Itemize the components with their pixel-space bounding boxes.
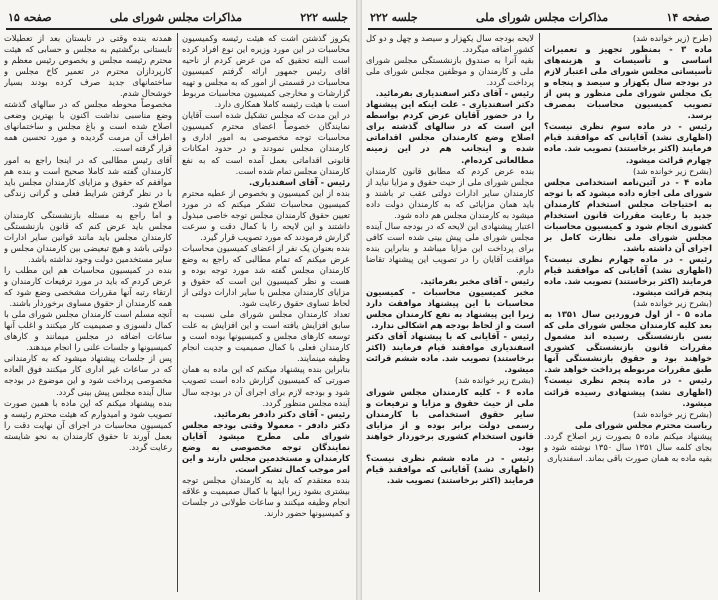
paragraph: ماده ۴ - در آئین‌نامه استخدامی مجلس شورای ملی اجازه داده میشود که با توجه به احتیاجات مجلس استخدام کارمندان جدید با رعایت مقررات قانون استخدام کشوری انجام شود و کمیسیون محاسبات مجلس شورای ملی نظارت کامل بر اجرای آن داشته باشد.	[544, 176, 712, 253]
paragraph: یکروز گذشتن اشت که هیئت رئیسه وکمیسیون محاسبات در این مورد وزیره این نوع افراد کرده است البته تحقیق که من عرض کردم از ناحیه اقای رئیس جمهور ارائه گرفتم کمیسیون محاسبات در قسمتی از امور که به مجلس و تهیه گزارشات و مخارجی کمیسیون محاسبات مربوط است با هیئت رئیسه کاملا همکاری دارد.	[182, 33, 350, 110]
paragraph: بنده عرض کردم که مطابق قانون کارمندان مجلس شورای ملی از حیث حقوق و مزایا نباید از کارمندان سایر ادارات دولتی عقب تر باشند و باید همان مزایائی که به کارمندان دولت داده میشود به کارمندان مجلس هم داده شود.	[366, 165, 534, 220]
left-page-session: جلسه ۲۲۲	[300, 10, 348, 24]
paragraph: در این مدت که مجلس تشکیل شده است آقایان نمایندگان خصوصاً اعضای محترم کمیسیون محاسبات توجه مخصوصی به امور اداری و کارمندان مجلس نمودند و در حدود امکانات قانونی اقداماتی بعمل آمده است که به نفع کارمندان مجلس تمام شده است.	[182, 110, 350, 176]
paragraph: (بشرح زیر خوانده شد)	[633, 298, 712, 309]
paragraph: رئیس - آقایانی که با پیشنهاد آقای دکتر اسفندیاری موافقند قیام فرمایند (اکثر برخاستند) تصویب شد. ماده ششم قرائت میشود.	[366, 331, 534, 375]
right-page-number: صفحه ۱۴	[666, 10, 710, 24]
paragraph: تعداد کارمندان مجلس شورای ملی نسبت به سابق افزایش یافته است و این افزایش به علت توسعه کارهای مجلس و کمیسیونها بوده است و کارمندان فعلی با کمال صمیمیت و جدیت انجام وظیفه مینمایند.	[182, 309, 350, 364]
right-page-left-column	[366, 33, 534, 592]
paragraph: آنچه مسلم است کارمندان مجلس شورای ملی با کمال دلسوزی و صمیمیت کار میکنند و اغلب آنها ساعات اضافه در مجلس میمانند و کارهای کمیسیونها و جلسات علنی را انجام میدهند.	[4, 309, 172, 353]
paragraph: بنابراین بنده پیشنهاد میکنم که این ماده به همان صورتی که کمیسیون گزارش داده است تصویب شود و بودجه لازم برای اجرای آن در بودجه سال آینده مجلس منظور گردد.	[182, 364, 350, 408]
paragraph: رئیس - آقای مخبر بفرمائید.	[420, 276, 534, 287]
left-page	[0, 0, 356, 600]
paragraph: (بشرح زیر خوانده شد)	[633, 165, 712, 176]
paragraph: رئیس - در ماده چهارم نظری نیست؟ (اظهاری نشد) آقایانی که موافقند قیام فرمایند (اکثر برخاستند) تصویب شد. ماده پنجم قرائت میشود.	[544, 253, 712, 298]
paragraph: بنده بعنوان یک نفر از اعضای کمیسیون محاسبات عرض میکنم که تمام مطالبی که راجع به وضع کارمندان مجلس گفته شد مورد توجه بوده و هست و نظر کمیسیون این است که حقوق و مزایای کارمندان مجلس با سایر ادارات دولتی از لحاظ تساوی حقوق رعایت شود.	[182, 242, 350, 309]
paragraph: رئیس - آقای اسفندیاری.	[248, 176, 350, 187]
paragraph: اعتبار پیشنهادی این لایحه که در بودجه سال آینده مجلس شورای ملی پیش بینی شده است کافی برای پرداخت این مزایا میباشد و بنابراین بنده موافقت آقایان را در تصویب این پیشنهاد تقاضا دارم.	[366, 220, 534, 275]
left-page-number: صفحه ۱۵	[8, 10, 52, 24]
paragraph: دکتر اسفندیاری - علت اینکه این پیشنهاد را در حضور آقایان عرض کردم بواسطه این است که در سالهای گذشته برای اصلاح وضع کارمندان مجلس اقداماتی شده و اینجانب هم در این زمینه مطالعاتی کرده‌ام.	[366, 99, 534, 165]
paragraph: رئیس - آقای دکتر دادفر بفرمائید.	[213, 408, 350, 419]
paragraph: (بشرح زیر خوانده شد)	[455, 375, 534, 386]
right-page-header	[368, 6, 712, 30]
right-page-right-column	[544, 33, 712, 592]
paragraph: دکتر دادفر - معمولا وقتی بودجه مجلس شورای ملی مطرح میشود آقایان نمایندگان توجه مخصوصی به وضع کارمندان و مستخدمین مجلس دارند و این امر موجب کمال تشکر است.	[182, 419, 350, 474]
left-page-column-divider	[177, 33, 178, 592]
paragraph: و اما راجع به مسئله بازنشستگی کارمندان مجلس باید عرض کنم که قانون بازنشستگی کارمندان مجلس باید مانند قوانین سایر ادارات دولتی باشد و هیچ تبعیضی بین کارمندان مجلس و سایر مستخدمین دولت وجود نداشته باشد.	[4, 209, 172, 264]
paragraph: پس از جلسات پیشنهاد میشود که به کارمندانی که در ساعات غیر اداری کار میکنند فوق العاده مخصوصی پرداخت شود و این موضوع در بودجه سال آینده مجلس پیش بینی گردد.	[4, 353, 172, 397]
right-page	[362, 0, 718, 600]
left-page-left-column	[4, 33, 172, 592]
paragraph: رئیس - در ماده پنجم نظری نیست؟ (اظهاری نشد) پیشنهادی رسیده قرائت میشود.	[544, 375, 712, 408]
paragraph: آقای رئیس مطالبی که در اینجا راجع به امور کارمندان گفته شد کاملا صحیح است و بنده هم موافقم که حقوق و مزایای کارمندان مجلس باید با در نظر گرفتن شرایط فعلی و گرانی زندگی اصلاح شود.	[4, 154, 172, 209]
right-page-session: جلسه ۲۲۲	[370, 10, 418, 24]
paragraph: بنده از این کمیسیون و بخصوص از عطیه محترم کمیسیون محاسبات تشکر میکنم که در مورد تعیین حقوق کارمندان مجلس توجه خاصی مبذول داشتند و این لایحه را با کمال دقت و سرعت گزارش فرمودند که مورد تصویب قرار گیرد.	[182, 187, 350, 242]
paragraph: رئیس - آقای دکتر اسفندیاری بفرمائید.	[375, 88, 534, 99]
left-page-title: مذاکرات مجلس شورای ملی	[109, 10, 243, 24]
paragraph: ریاست محترم مجلس شورای ملی	[575, 419, 712, 430]
paragraph: ماده ۵ - از اول فروردین سال ۱۳۵۱ به بعد کلیه کارمندان مجلس شورای ملی که بسن بازنشستگی رسیده اند مشمول مقررات قانون بازنشستگی کشوری خواهند بود و حقوق بازنشستگی آنها طبق مقررات مربوطه پرداخت خواهد شد.	[544, 309, 712, 375]
paragraph: رئیس - در ماده ششم نظری نیست؟ (اظهاری نشد) آقایانی که موافقند قیام فرمایند (اکثر برخاستند) تصویب شد.	[366, 452, 534, 485]
paragraph: بنده معتقدم که باید به کارمندان مجلس توجه بیشتری بشود زیرا اینها با کمال صمیمیت و علاقه انجام وظیفه میکنند و ساعات طولانی در جلسات و کمیسیونها حضور دارند.	[182, 474, 350, 519]
paragraph: بنده پیشنهاد میکنم که این ماده با همین صورت تصویب شود و امیدوارم که هیئت محترم رئیسه و کمیسیون محاسبات در اجرای آن نهایت دقت را بعمل آورند تا حقوق کارمندان به نحو شایسته رعایت گردد.	[4, 397, 172, 452]
paragraph: (بشرح زیر خوانده شد)	[633, 408, 712, 419]
paragraph: لایحه بودجه سال یکهزار و سیصد و چهل و دو کل کشور اضافه میگردد.	[366, 33, 534, 55]
paragraph: بنده در کمیسیون محاسبات هم این مطلب را عرض کردم که باید در مورد ترفیعات کارمندان و ارتقاء رتبه آنها مقررات مشخصی وضع شود که همه کارمندان از حقوق مساوی برخوردار باشند.	[4, 264, 172, 309]
paragraph: بقیه آنرا به صندوق بازنشستگی مجلس شورای ملی و کارمندان و موظفین مجلس شورای ملی پرداخت گردد.	[366, 55, 534, 88]
left-page-right-column	[182, 33, 350, 592]
paragraph: پیشنهاد میکنم ماده ۵ بصورت زیر اصلاح گردد. بجای کلمه سال ۱۳۵۱ سال ۱۳۵۰ نوشته شود و بقیه ماده به همان صورت باقی بماند. اسفندیاری	[544, 430, 712, 463]
right-page-title: مذاکرات مجلس شورای ملی	[476, 10, 609, 24]
paragraph: همدنه بنده وقتی در تابستان بعد از تعطیلات تابستانی برگشتیم به مجلس و حسابی که هیئت محترم رئیسه مجلس و بخصوص رئیس معظم و کارپردازان محترم در تعمیر کاخ مجلس و ساختمانهای جدید صرف کرده بودند بسیار خوشحال شدم.	[4, 33, 172, 99]
paragraph: رئیس - در ماده سوم نظری نیست؟ (اظهاری نشد) آقایانی که موافقند قیام فرمایند (اکثر برخاستند) تصویب شد. ماده چهارم قرائت میشود.	[544, 121, 712, 165]
paragraph: ماده ۳ - بمنظور تجهیز و تعمیرات اساسی و تأسیسات و هزینه‌های تأسیساتی مجلس شورای ملی اعتبار لازم در بودجه سال یکهزار و سیصد و پنجاه و یک مجلس شورای ملی منظور و پس از تصویب کمیسیون محاسبات بمصرف برسد.	[544, 44, 712, 121]
paragraph: ماده ۶ - کلیه کارمندان مجلس شورای ملی از حیث حقوق و مزایا و ترفیعات و سایر حقوق استخدامی با کارمندان رسمی دولت برابر بوده و از مزایای قانون استخدام کشوری برخوردار خواهند بود.	[366, 386, 534, 452]
left-page-header	[6, 6, 350, 30]
paragraph: مخبر کمیسیون محاسبات - کمیسیون محاسبات با این پیشنهاد موافقت دارد زیرا این پیشنهاد به نفع کارمندان مجلس است و از لحاظ بودجه هم اشکالی ندارد.	[366, 287, 534, 331]
paragraph: (طرح (زیر خوانده شد)	[632, 33, 712, 43]
paragraph: مخصوصاً محوطه مجلس که در سالهای گذشته وضع مناسبی نداشت اکنون با بهترین وضعی اصلاح شده است و باغ مجلس و ساختمانهای اطراف آن مرمت گردیده و مورد تحسین همه قرار گرفته است.	[4, 99, 172, 154]
right-page-column-divider	[539, 33, 540, 592]
